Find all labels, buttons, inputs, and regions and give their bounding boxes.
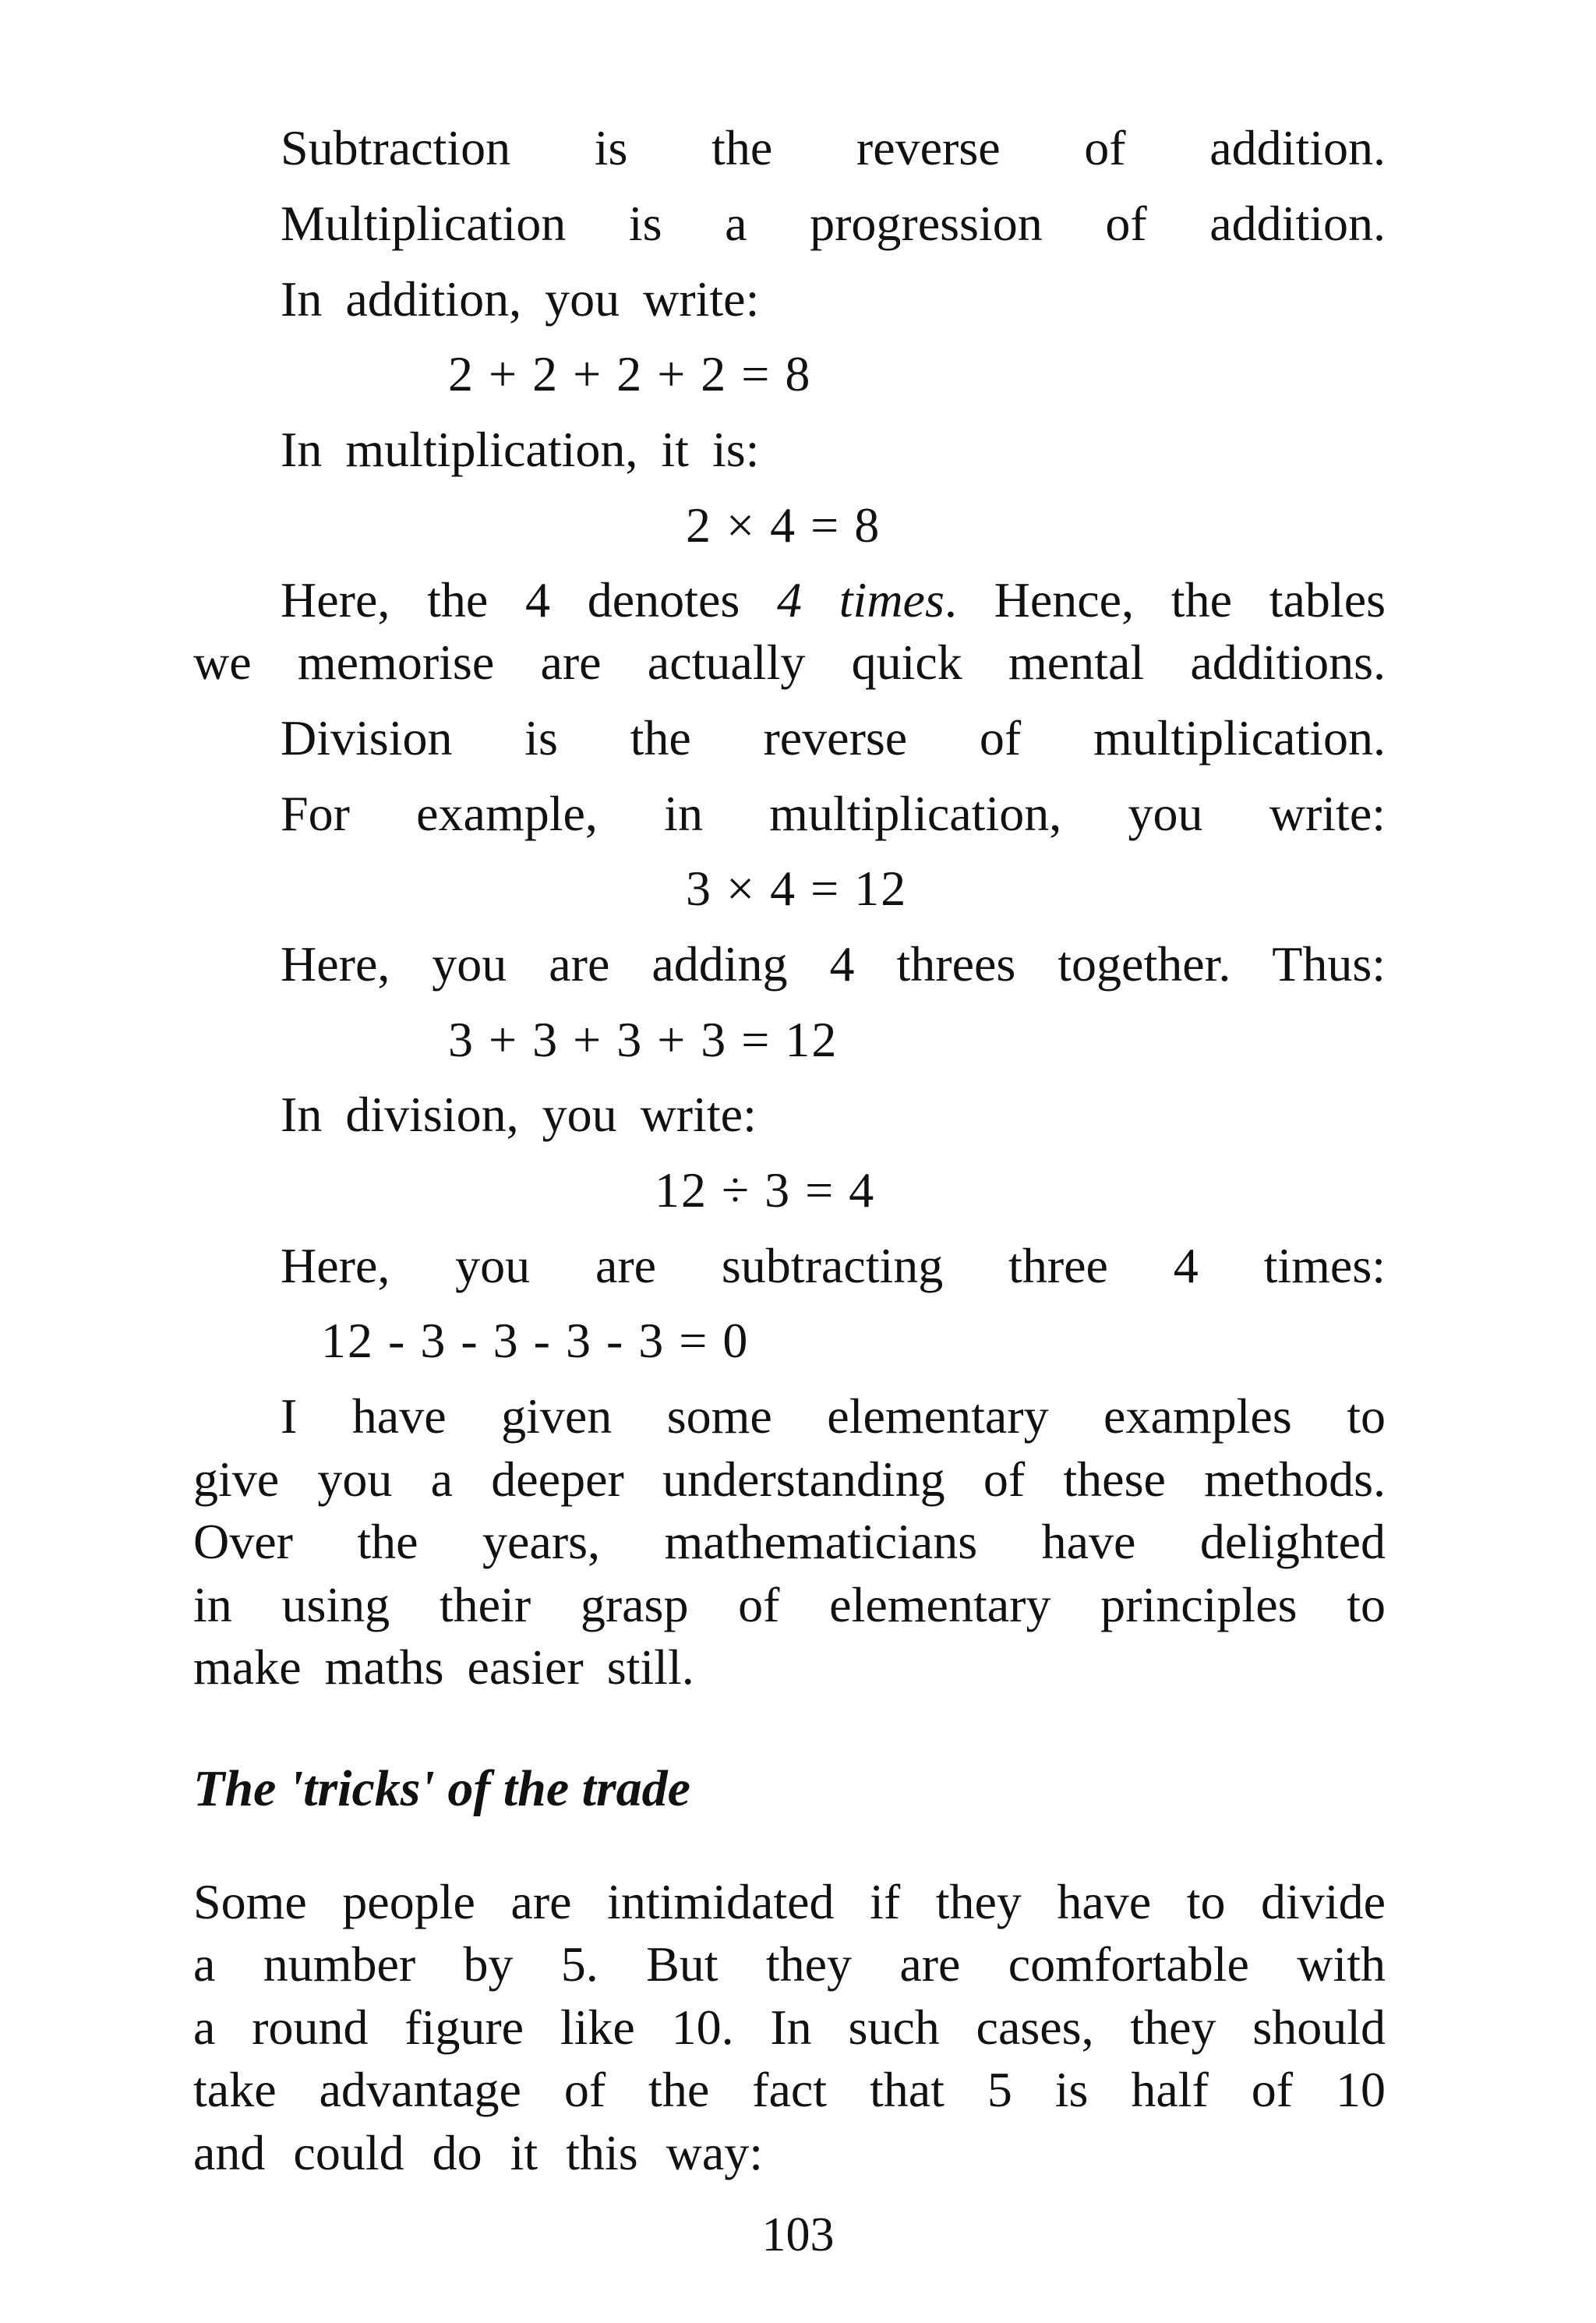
- text-line: Here, you are subtracting three 4 times:: [281, 1238, 1386, 1293]
- paragraph-line: and could do it this way:: [193, 2125, 764, 2180]
- paragraph-line: a round figure like 10. In such cases, they should: [193, 1999, 1386, 2055]
- text-line: we memorise are actually quick mental additions.: [193, 635, 1386, 690]
- text-line: For example, in multiplication, you write:: [281, 786, 1386, 841]
- paragraph-line: make maths easier still.: [193, 1639, 694, 1695]
- paragraph-line: I have given some elementary examples to: [281, 1388, 1386, 1444]
- text-line: Here, you are adding 4 threes together. Thus:: [281, 936, 1386, 992]
- text-line: Division is the reverse of multiplication.: [281, 710, 1386, 765]
- equation: 3 + 3 + 3 + 3 = 12: [448, 1012, 839, 1067]
- paragraph-line: in using their grasp of elementary principles to: [193, 1577, 1386, 1632]
- emphasis: 4 times: [777, 572, 945, 628]
- page-number: 103: [761, 2208, 835, 2261]
- text-line: In division, you write:: [281, 1087, 757, 1142]
- equation: 2 × 4 = 8: [686, 497, 881, 553]
- text-line: [281, 572, 1386, 628]
- text-line: In addition, you write:: [281, 271, 760, 327]
- paragraph-line: Over the years, mathematicians have delighted: [193, 1514, 1386, 1569]
- text-line: In multiplication, it is:: [281, 422, 760, 477]
- paragraph-line: a number by 5. But they are comfortable with: [193, 1936, 1386, 1992]
- paragraph-line: give you a deeper understanding of these methods.: [193, 1451, 1386, 1507]
- equation: 2 + 2 + 2 + 2 = 8: [448, 346, 812, 401]
- equation: 12 ÷ 3 = 4: [655, 1162, 876, 1218]
- equation: 12 - 3 - 3 - 3 - 3 = 0: [321, 1313, 750, 1368]
- text-fragment: . Hence, the tables: [944, 572, 1386, 628]
- equation: 3 × 4 = 12: [686, 861, 908, 916]
- paragraph-line: Some people are intimidated if they have to divide: [193, 1874, 1386, 1929]
- text-fragment: Here, the 4 denotes: [281, 572, 778, 628]
- paragraph-line: take advantage of the fact that 5 is half of 10: [193, 2062, 1386, 2117]
- section-heading: The 'tricks' of the trade: [193, 1760, 690, 1817]
- text-line: Subtraction is the reverse of addition.: [281, 120, 1386, 175]
- text-line: Multiplication is a progression of addition.: [281, 196, 1386, 251]
